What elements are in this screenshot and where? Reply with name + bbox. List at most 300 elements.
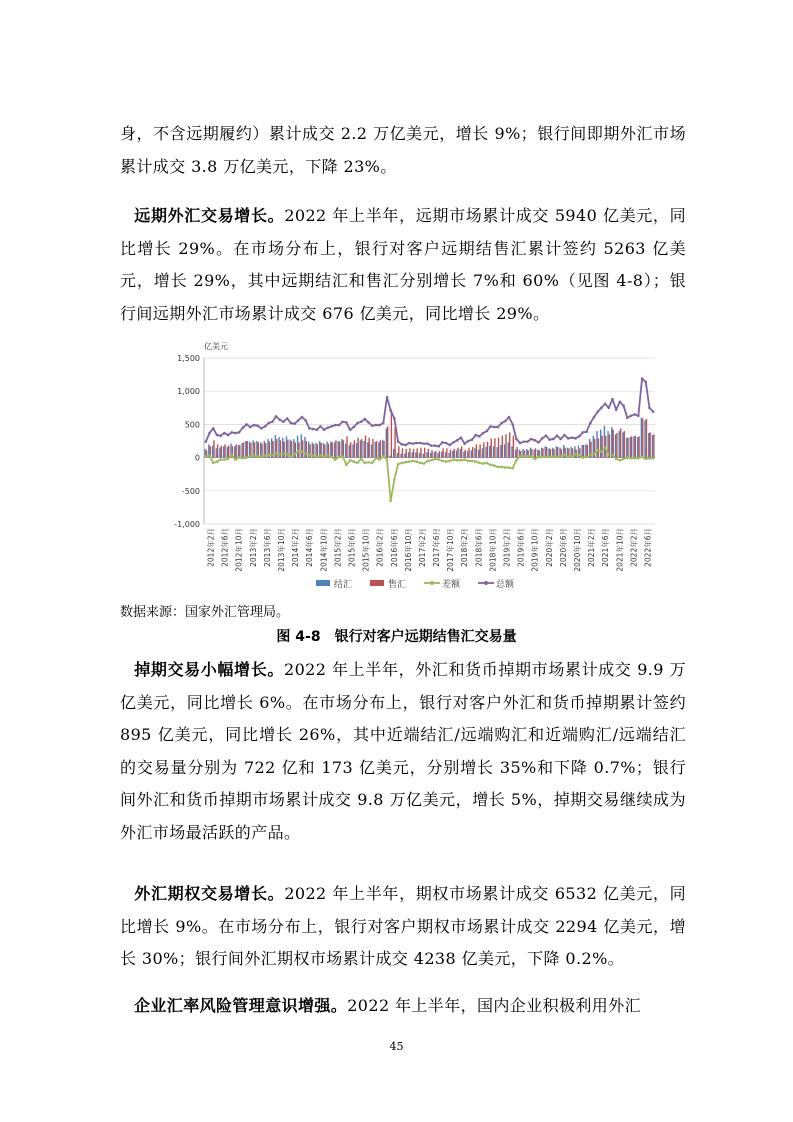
series-chae-point <box>460 459 463 462</box>
bar-jiehui <box>626 438 627 458</box>
bar-jiehui <box>382 440 383 458</box>
series-chae-point <box>323 455 326 458</box>
series-chae-point <box>260 455 263 458</box>
bar-jiehui <box>219 448 220 458</box>
bar-jiehui <box>245 441 246 458</box>
series-zonge-point <box>626 416 629 419</box>
series-chae-point <box>400 462 403 465</box>
series-zonge-point <box>282 420 285 423</box>
x-tick-label: 2018年2月 <box>460 528 470 567</box>
series-chae-point <box>334 458 337 461</box>
series-zonge-point <box>467 440 470 443</box>
bar-jiehui <box>367 442 368 457</box>
series-zonge-point <box>604 403 607 406</box>
bar-shouhui <box>435 451 436 458</box>
series-chae-point <box>393 478 396 481</box>
series-chae-point <box>534 458 537 461</box>
y-tick-label: -500 <box>181 486 200 496</box>
paragraph-risk-management <box>120 990 686 1023</box>
bar-shouhui <box>417 448 418 457</box>
series-zonge-point <box>312 428 315 431</box>
paragraph-option <box>120 878 686 976</box>
series-chae-point <box>208 454 211 457</box>
x-tick-label: 2022年6月 <box>643 528 653 567</box>
series-zonge-point <box>585 430 588 433</box>
series-zonge-point <box>545 434 548 437</box>
series-chae-point <box>301 450 304 453</box>
series-zonge-point <box>278 418 281 421</box>
bar-shouhui <box>642 418 643 457</box>
bar-jiehui <box>400 454 401 458</box>
bar-shouhui <box>631 436 632 457</box>
bar-jiehui <box>618 431 619 458</box>
bar-jiehui <box>463 452 464 458</box>
bar-jiehui <box>644 420 645 457</box>
series-zonge-point <box>556 434 559 437</box>
bar-jiehui <box>493 446 494 457</box>
series-chae-point <box>415 460 418 463</box>
bar-jiehui <box>334 442 335 457</box>
series-zonge-point <box>434 444 437 447</box>
series-chae-point <box>404 461 407 464</box>
series-zonge-point <box>471 438 474 441</box>
bar-shouhui <box>350 442 351 457</box>
x-tick-label: 2018年6月 <box>474 528 484 567</box>
x-tick-label: 2021年6月 <box>601 528 611 567</box>
bar-jiehui <box>652 435 653 458</box>
bar-jiehui <box>411 452 412 457</box>
bar-jiehui <box>415 452 416 457</box>
bar-jiehui <box>515 450 516 458</box>
bar-jiehui <box>478 450 479 458</box>
series-zonge-point <box>234 432 237 435</box>
bar-jiehui <box>489 446 490 458</box>
series-zonge-point <box>256 424 259 427</box>
bar-jiehui <box>482 448 483 457</box>
legend-label: 结汇 <box>334 580 353 590</box>
series-zonge-point <box>330 425 333 428</box>
bar-jiehui <box>338 441 339 458</box>
bar-shouhui <box>509 432 510 457</box>
paragraph-swap-body: 2022 年上半年，外汇和货币掉期市场累计成交 9.9 万亿美元，同比增长 6%。在市场分布上，银行对客户外汇和货币掉期累计签约 895 亿美元，同比增长 26%，其中近端结汇/远端购汇和近端购汇/远端结汇的交易量分别为 722 亿和 173 亿美元，分别增长 35%和下降 0.7%；银行间外汇和货币掉期市场累计成交 9.8 万亿美元，增长 5%，掉期交易继续成为外汇市场最活跃的产品。 <box>120 660 686 842</box>
bar-jiehui <box>441 452 442 458</box>
series-zonge-point <box>607 407 610 410</box>
series-zonge-point <box>611 398 614 401</box>
series-chae-point <box>219 458 222 461</box>
series-zonge-point <box>345 421 348 424</box>
series-zonge-point <box>286 417 289 420</box>
series-chae-point <box>315 455 318 458</box>
series-zonge-point <box>364 418 367 421</box>
series-zonge-point <box>260 427 263 430</box>
bar-jiehui <box>430 453 431 458</box>
bar-jiehui <box>345 444 346 458</box>
series-chae-point <box>456 459 459 462</box>
series-chae-point <box>356 462 359 465</box>
series-chae-point <box>360 458 363 461</box>
legend-swatch-marker <box>430 581 434 585</box>
series-zonge-point <box>412 442 415 445</box>
y-tick-label: -1,000 <box>174 520 200 529</box>
series-zonge-point <box>267 422 270 425</box>
x-tick-label: 2019年2月 <box>502 528 512 567</box>
series-zonge-point <box>341 420 344 423</box>
series-zonge-point <box>245 423 248 426</box>
series-zonge-point <box>338 424 341 427</box>
series-zonge-point <box>478 435 481 438</box>
bar-shouhui <box>380 440 381 457</box>
bar-shouhui <box>213 440 214 457</box>
series-chae-point <box>308 454 311 457</box>
series-chae-point <box>474 460 477 463</box>
bar-shouhui <box>442 448 443 457</box>
bar-jiehui <box>622 432 623 457</box>
bar-jiehui <box>363 441 364 458</box>
series-chae-point <box>493 464 496 467</box>
bar-shouhui <box>446 448 447 457</box>
series-zonge-point <box>508 416 511 419</box>
paragraph-spot-summary: 身，不含远期履约）累计成交 2.2 万亿美元，增长 9%；银行间即期外汇市场累计成交 3.8 万亿美元，下降 23%。 <box>120 124 686 176</box>
bar-jiehui <box>533 450 534 458</box>
series-zonge-point <box>327 426 330 429</box>
series-zonge-point <box>423 442 426 445</box>
bar-shouhui <box>468 448 469 458</box>
chart-y-unit-label: 亿美元 <box>204 342 228 351</box>
bar-shouhui <box>405 449 406 458</box>
bar-jiehui <box>448 453 449 458</box>
series-chae-point <box>622 458 625 461</box>
series-chae-point <box>367 461 370 464</box>
series-chae-point <box>286 453 289 456</box>
series-zonge-point <box>511 423 514 426</box>
series-zonge-point <box>559 438 562 441</box>
series-chae-point <box>349 459 352 462</box>
series-zonge-point <box>352 426 355 429</box>
bar-shouhui <box>354 440 355 457</box>
bar-jiehui <box>474 448 475 457</box>
x-tick-label: 2017年2月 <box>417 528 427 567</box>
x-tick-label: 2014年2月 <box>291 528 301 567</box>
bar-jiehui <box>216 448 217 457</box>
bar-shouhui <box>239 445 240 458</box>
paragraph-option-body: 2022 年上半年，期权市场累计成交 6532 亿美元，同比增长 9%。在市场分布上，银行对客户期权市场累计成交 2294 亿美元，增长 30%；银行间外汇期权市场累计成交 4238 亿美元，下降 0.2%。 <box>120 884 687 968</box>
bar-shouhui <box>302 440 303 457</box>
y-tick-label: 500 <box>184 420 200 430</box>
series-zonge-point <box>485 430 488 433</box>
series-chae-point <box>500 466 503 469</box>
bar-jiehui <box>641 418 642 458</box>
bar-shouhui <box>505 434 506 457</box>
series-chae-point <box>290 455 293 458</box>
x-tick-label: 2019年10月 <box>530 528 540 572</box>
paragraph-risk-body: 2022 年上半年，国内企业积极利用外汇 <box>347 996 642 1015</box>
series-zonge-line <box>206 379 653 447</box>
forward-fx-chart-svg <box>160 340 665 602</box>
bar-jiehui <box>504 444 505 457</box>
bar-shouhui <box>387 426 388 457</box>
series-chae-point <box>596 449 599 452</box>
bar-shouhui <box>424 448 425 458</box>
series-chae-point <box>545 456 548 459</box>
bar-jiehui <box>452 451 453 458</box>
series-zonge-point <box>323 428 326 431</box>
series-zonge-point <box>441 441 444 444</box>
series-chae-point <box>304 452 307 455</box>
series-chae-point <box>530 455 533 458</box>
series-chae-point <box>216 460 219 463</box>
bar-shouhui <box>243 442 244 457</box>
bar-shouhui <box>365 436 366 458</box>
bar-shouhui <box>494 438 495 457</box>
series-zonge-point <box>500 422 503 425</box>
bar-jiehui <box>611 427 612 458</box>
figure-caption: 图 4-8 银行对客户远期结售汇交易量 <box>276 629 517 645</box>
bar-jiehui <box>378 442 379 457</box>
series-chae-point <box>293 453 296 456</box>
bar-shouhui <box>332 442 333 457</box>
series-chae-point <box>212 462 215 465</box>
series-zonge-point <box>216 434 219 437</box>
paragraph-option-heading: 外汇期权交易增长。 <box>134 884 285 903</box>
bar-jiehui <box>508 442 509 457</box>
bar-jiehui <box>238 445 239 458</box>
bar-shouhui <box>624 431 625 458</box>
series-zonge-point <box>271 420 274 423</box>
series-chae-point <box>441 460 444 463</box>
series-zonge-point <box>567 437 570 440</box>
bar-shouhui <box>483 442 484 457</box>
x-tick-label: 2015年10月 <box>361 528 371 572</box>
series-zonge-point <box>297 419 300 422</box>
series-zonge-point <box>426 442 429 445</box>
figure-source-note: 数据来源：国家外汇管理局。 <box>120 605 290 620</box>
series-zonge-point <box>393 417 396 420</box>
series-zonge-point <box>537 441 540 444</box>
series-zonge-point <box>526 440 529 443</box>
series-chae-point <box>423 462 426 465</box>
series-chae-point <box>230 454 233 457</box>
series-zonge-point <box>463 442 466 445</box>
series-zonge-point <box>519 442 522 445</box>
paragraph-forward <box>120 200 686 330</box>
series-chae-point <box>504 466 507 469</box>
series-zonge-point <box>630 414 633 417</box>
bar-shouhui <box>653 434 654 457</box>
series-chae-point <box>267 454 270 457</box>
x-tick-label: 2015年6月 <box>347 528 357 567</box>
bar-jiehui <box>234 446 235 457</box>
series-zonge-point <box>212 427 215 430</box>
page-number: 45 <box>389 1040 404 1053</box>
bar-shouhui <box>457 448 458 458</box>
series-zonge-point <box>622 405 625 408</box>
series-zonge-point <box>541 437 544 440</box>
bar-shouhui <box>235 444 236 457</box>
series-chae-point <box>386 458 389 461</box>
series-zonge-point <box>319 425 322 428</box>
bar-jiehui <box>467 451 468 458</box>
series-chae-point <box>327 454 330 457</box>
series-zonge-point <box>334 424 337 427</box>
bar-shouhui <box>217 444 218 457</box>
bar-jiehui <box>349 445 350 458</box>
series-zonge-point <box>652 410 655 413</box>
series-chae-point <box>282 452 285 455</box>
series-zonge-point <box>293 422 296 425</box>
x-tick-label: 2018年10月 <box>488 528 498 572</box>
bar-jiehui <box>637 437 638 458</box>
series-chae-point <box>256 455 259 458</box>
bar-jiehui <box>434 452 435 457</box>
x-tick-label: 2012年10月 <box>234 528 244 572</box>
bar-shouhui <box>391 412 392 457</box>
series-chae-point <box>593 453 596 456</box>
series-chae-point <box>537 456 540 459</box>
bar-jiehui <box>386 428 387 457</box>
series-chae-point <box>604 446 607 449</box>
bar-shouhui <box>283 442 284 458</box>
bar-jiehui <box>341 439 342 458</box>
bar-shouhui <box>428 449 429 458</box>
legend-label: 售汇 <box>388 580 407 590</box>
bar-jiehui <box>585 444 586 457</box>
series-chae-point <box>238 456 241 459</box>
series-zonge-point <box>253 424 256 427</box>
bar-shouhui <box>472 447 473 458</box>
series-chae-point <box>644 458 647 461</box>
series-zonge-point <box>552 438 555 441</box>
bar-shouhui <box>465 450 466 458</box>
bar-shouhui <box>369 438 370 458</box>
paragraph-risk-heading: 企业汇率风险管理意识增强。 <box>134 996 348 1015</box>
series-zonge-point <box>419 442 422 445</box>
x-tick-label: 2012年2月 <box>206 528 216 567</box>
bar-shouhui <box>649 432 650 457</box>
series-chae-point <box>541 456 544 459</box>
bar-shouhui <box>439 451 440 458</box>
bar-jiehui <box>445 452 446 457</box>
series-chae-point <box>552 455 555 458</box>
series-chae-point <box>563 454 566 457</box>
x-tick-label: 2020年2月 <box>544 528 554 567</box>
bar-shouhui <box>583 445 584 458</box>
series-chae-point <box>452 458 455 461</box>
series-zonge-point <box>648 407 651 410</box>
legend-swatch-marker <box>484 581 488 585</box>
series-zonge-point <box>482 432 485 435</box>
bar-jiehui <box>371 444 372 457</box>
series-chae-point <box>515 459 518 462</box>
series-chae-point <box>607 453 610 456</box>
bar-shouhui <box>490 438 491 457</box>
series-zonge-point <box>360 420 363 423</box>
series-zonge-point <box>378 424 381 427</box>
bar-shouhui <box>357 438 358 458</box>
series-zonge-point <box>208 432 211 435</box>
series-zonge-point <box>230 431 233 434</box>
bar-shouhui <box>376 441 377 458</box>
bar-jiehui <box>297 436 298 458</box>
series-chae-point <box>397 463 400 466</box>
x-tick-label: 2021年10月 <box>615 528 625 572</box>
bar-shouhui <box>638 436 639 457</box>
bar-shouhui <box>420 448 421 458</box>
series-chae-point <box>633 457 636 460</box>
series-zonge-point <box>415 442 418 445</box>
series-zonge-point <box>530 438 533 441</box>
series-chae-point <box>585 456 588 459</box>
y-tick-label: 1,000 <box>177 387 200 397</box>
series-zonge-point <box>641 377 644 380</box>
bar-jiehui <box>356 443 357 458</box>
bar-shouhui <box>535 448 536 457</box>
bar-shouhui <box>516 447 517 458</box>
series-zonge-point <box>522 440 525 443</box>
series-zonge-point <box>574 437 577 440</box>
series-chae-point <box>567 456 570 459</box>
series-zonge-point <box>578 435 581 438</box>
series-zonge-point <box>223 432 226 435</box>
series-chae-point <box>371 462 374 465</box>
series-zonge-point <box>445 442 448 445</box>
bar-jiehui <box>648 433 649 458</box>
series-zonge-point <box>238 431 241 434</box>
bar-jiehui <box>596 431 597 458</box>
series-zonge-point <box>389 409 392 412</box>
series-zonge-point <box>637 414 640 417</box>
series-zonge-point <box>504 420 507 423</box>
bar-jiehui <box>485 447 486 458</box>
x-tick-label: 2013年10月 <box>277 528 287 572</box>
series-chae-point <box>375 457 378 460</box>
series-zonge-point <box>515 438 518 441</box>
series-chae-point <box>574 453 577 456</box>
series-chae-point <box>234 458 237 461</box>
bar-jiehui <box>500 445 501 458</box>
series-chae-point <box>478 462 481 465</box>
series-chae-point <box>271 454 274 457</box>
bar-jiehui <box>223 446 224 457</box>
series-zonge-point <box>205 440 208 443</box>
series-chae-point <box>641 456 644 459</box>
series-chae-point <box>242 457 245 460</box>
x-tick-label: 2016年6月 <box>389 528 399 567</box>
series-chae-point <box>382 455 385 458</box>
bar-jiehui <box>615 434 616 457</box>
series-zonge-point <box>386 396 389 399</box>
bar-jiehui <box>511 446 512 457</box>
bar-shouhui <box>306 441 307 458</box>
series-chae-point <box>449 460 452 463</box>
series-chae-point <box>600 450 603 453</box>
series-zonge-point <box>404 444 407 447</box>
series-zonge-point <box>275 415 278 418</box>
series-chae-point <box>611 454 614 457</box>
series-zonge-point <box>430 444 433 447</box>
series-chae-point <box>278 453 281 456</box>
paragraph-swap-heading: 掉期交易小幅增长。 <box>134 660 284 679</box>
series-chae-point <box>519 455 522 458</box>
series-chae-point <box>223 458 226 461</box>
series-zonge-point <box>308 427 311 430</box>
bar-jiehui <box>630 437 631 458</box>
paragraph-forward-heading: 远期外汇交易增长。 <box>134 206 285 225</box>
series-zonge-point <box>460 436 463 439</box>
bar-shouhui <box>498 438 499 458</box>
series-chae-point <box>467 460 470 463</box>
series-chae-point <box>652 457 655 460</box>
series-zonge-point <box>615 408 618 411</box>
